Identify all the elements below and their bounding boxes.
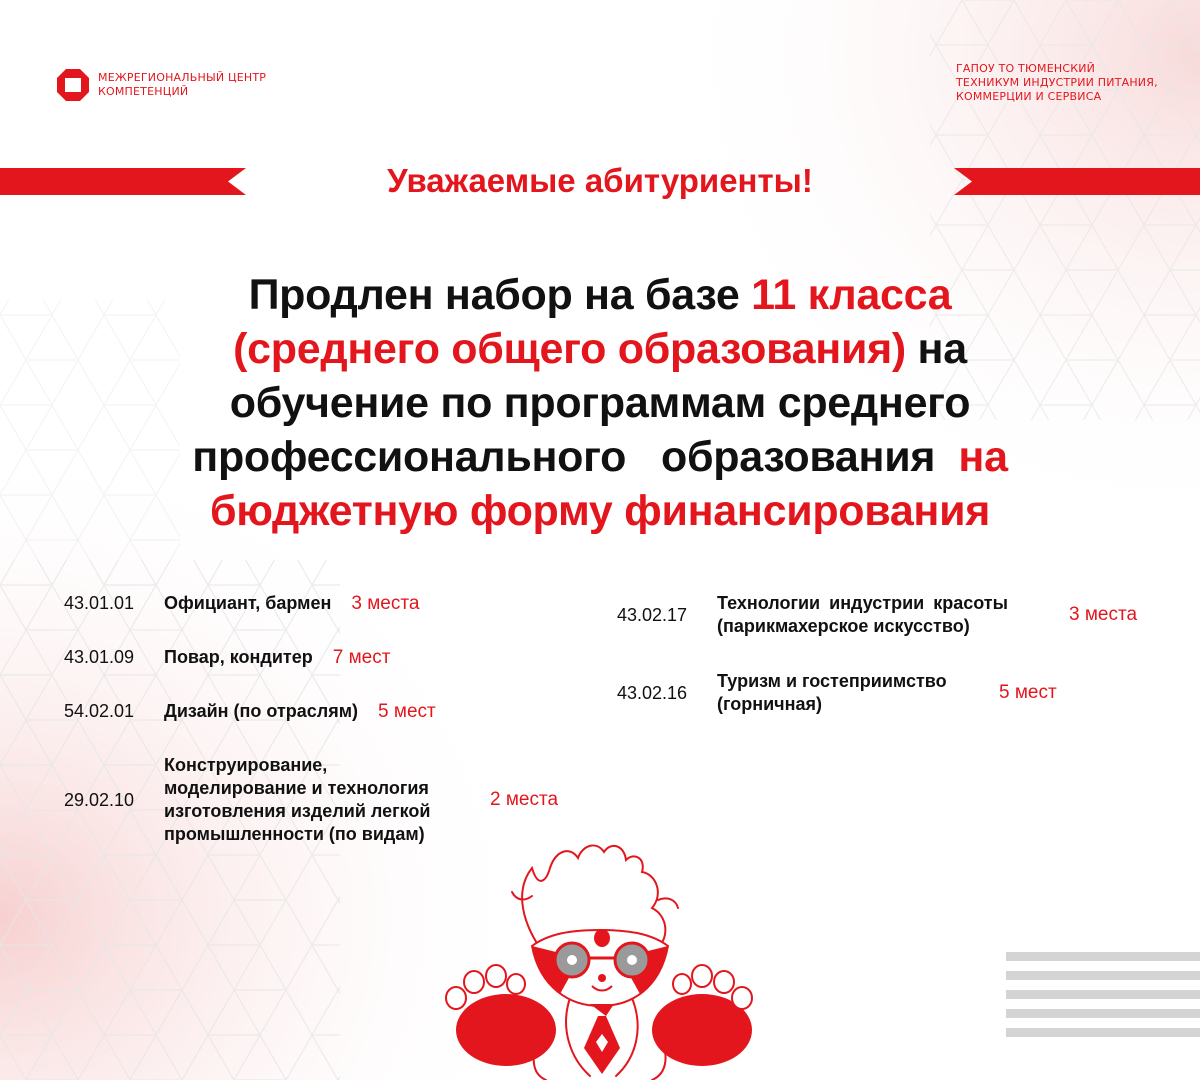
program-code: 43.02.16 [617, 682, 688, 703]
org-line2: ТЕХНИКУМ ИНДУСТРИИ ПИТАНИЯ, [956, 76, 1158, 89]
program-name-line4: промышленности (по видам) [164, 824, 425, 844]
program-name [164, 754, 470, 846]
stripe [1006, 1009, 1200, 1018]
decorative-stripes [1006, 952, 1200, 1047]
program-name-line2: моделирование и технология [164, 778, 429, 798]
program-item [617, 670, 1057, 716]
program-name [717, 592, 1049, 638]
logo-text-line1: МЕЖРЕГИОНАЛЬНЫЙ ЦЕНТР [98, 71, 267, 84]
headline-part4: на [905, 325, 967, 373]
program-name-line1: Технологии индустрии красоты [717, 593, 1008, 613]
program-item [617, 592, 1137, 638]
ribbon-right [954, 168, 1200, 195]
program-code: 54.02.01 [64, 701, 135, 721]
headline [120, 268, 1080, 538]
stripe [1006, 952, 1200, 961]
logo-text [98, 71, 266, 99]
program-name-line1: Туризм и гостеприимство [717, 671, 947, 691]
program-code: 29.02.10 [64, 789, 135, 810]
stripe [1006, 971, 1200, 980]
headline-part1: Продлен набор на базе [248, 271, 752, 319]
program-name-line3: изготовления изделий легкой [164, 801, 431, 821]
headline-line2 [120, 322, 1080, 376]
program-name [717, 670, 979, 716]
program-name-line1: Конструирование, [164, 755, 328, 775]
program-name: Повар, кондитер [164, 647, 313, 667]
program-name-line2: (парикмахерское искусство) [717, 616, 970, 636]
headline-line4 [120, 430, 1080, 484]
stripe [1006, 990, 1200, 999]
program-item [64, 754, 558, 846]
headline-part6: профессионального образования [192, 433, 959, 481]
program-name: Дизайн (по отраслям) [164, 701, 359, 721]
headline-line5: бюджетную форму финансирования [209, 487, 991, 535]
headline-line1 [120, 268, 1080, 322]
program-name-line2: (горничная) [717, 694, 823, 714]
fox-mascot-icon [420, 838, 780, 1080]
logo [56, 68, 266, 102]
program-seats: 7 мест [332, 646, 391, 668]
program-item [64, 592, 419, 615]
headline-highlight-na: на [958, 433, 1008, 481]
program-code: 43.01.01 [64, 593, 135, 613]
headline-highlight-class: 11 класса [751, 271, 952, 319]
program-seats: 5 мест [999, 682, 1057, 703]
ribbon-left [0, 168, 246, 195]
program-item [64, 700, 436, 723]
org-line3: КОММЕРЦИИ И СЕРВИСА [956, 90, 1102, 103]
program-name: Официант, бармен [164, 593, 332, 613]
octagon-logo-icon [56, 68, 90, 102]
program-seats: 2 места [490, 789, 559, 810]
program-seats: 3 места [351, 592, 420, 614]
program-seats: 3 места [1069, 604, 1138, 625]
headline-highlight-education: (среднего общего образования) [233, 325, 906, 373]
organization-name [956, 62, 1186, 104]
logo-text-line2: КОМПЕТЕНЦИЙ [98, 85, 189, 98]
program-code: 43.02.17 [617, 604, 688, 625]
org-line1: ГАПОУ ТО ТЮМЕНСКИЙ [956, 62, 1096, 75]
headline-line3: обучение по программам среднего [229, 379, 971, 427]
program-seats: 5 мест [378, 700, 436, 722]
greeting-title: Уважаемые абитуриенты! [387, 162, 813, 199]
stripe [1006, 1028, 1200, 1037]
program-code: 43.01.09 [64, 647, 135, 667]
program-item [64, 646, 390, 669]
